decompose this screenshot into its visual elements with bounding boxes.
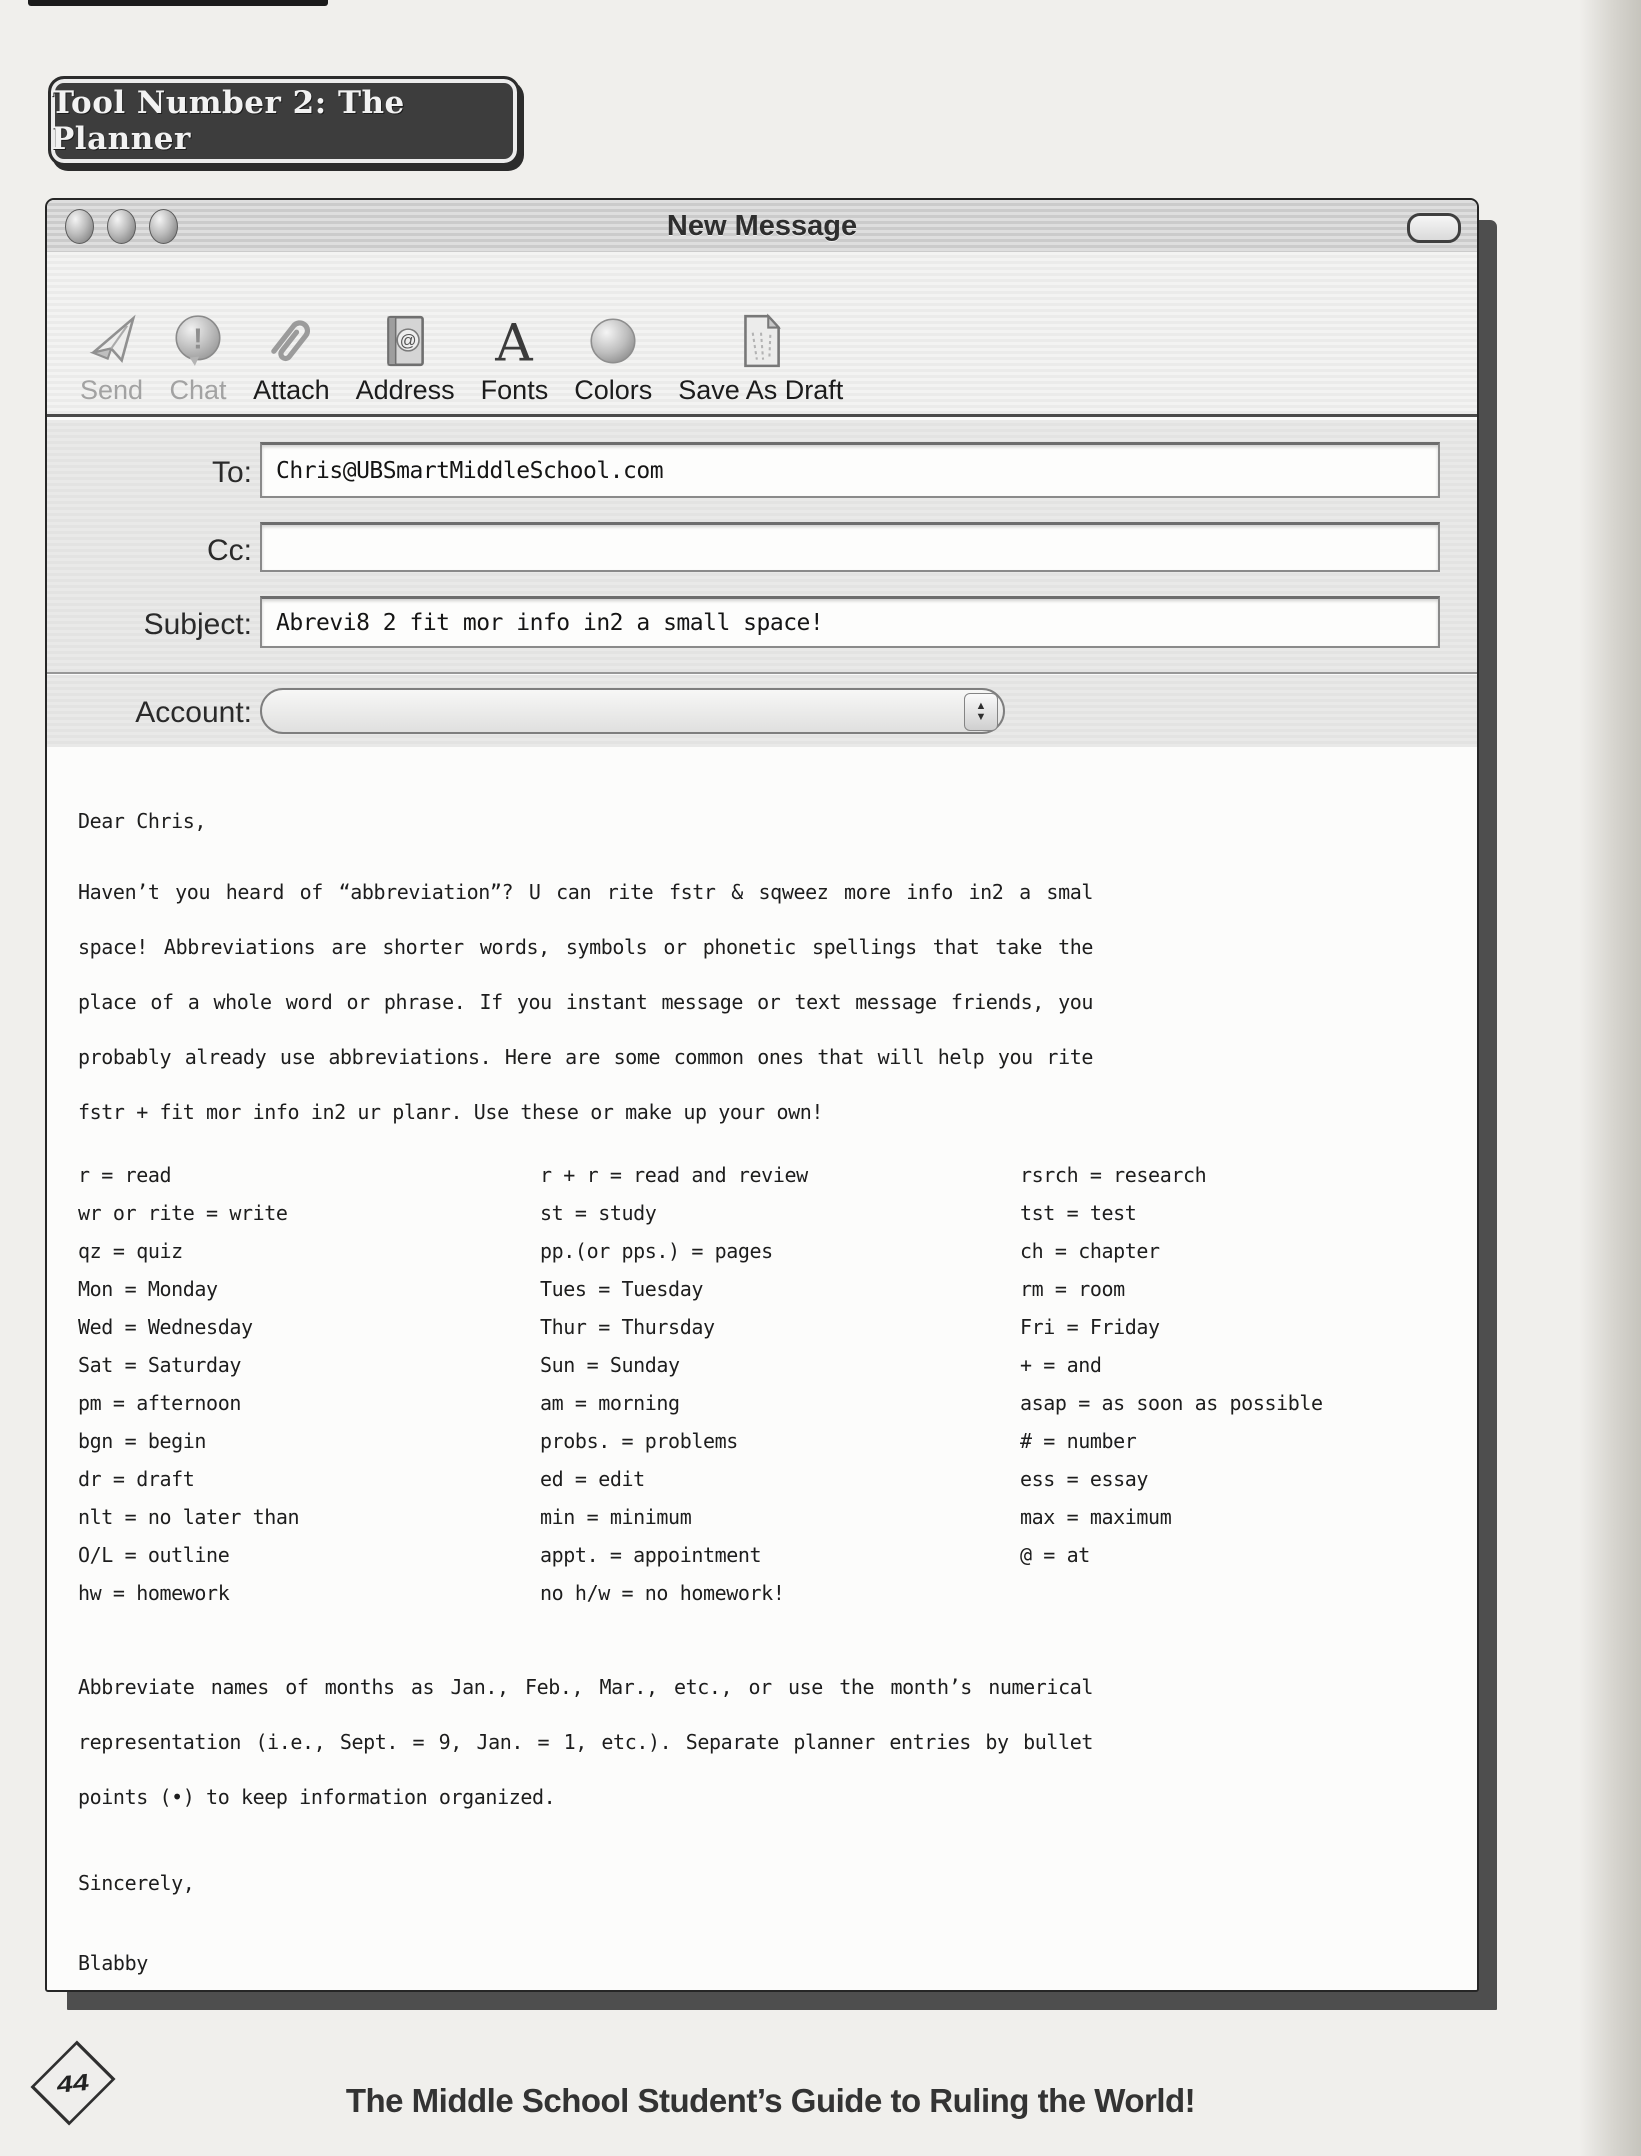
abbrev-item: min = minimum [540, 1505, 692, 1529]
abbrev-item: Thur = Thursday [540, 1315, 715, 1339]
subject-input[interactable] [260, 596, 1440, 648]
footer-title: The Middle School Student’s Guide to Ruling the World! [345, 2082, 1196, 2119]
new-message-window [45, 198, 1479, 1992]
abbrev-item: r = read [78, 1163, 172, 1187]
header-fields [47, 420, 1477, 747]
abbrev-item: ch = chapter [1020, 1239, 1160, 1263]
abbrev-item: tst = test [1020, 1201, 1137, 1225]
abbrev-item: probs. = problems [540, 1429, 738, 1453]
svg-text:@: @ [399, 331, 417, 351]
paperclip-icon [262, 312, 320, 370]
abbrev-item: ed = edit [540, 1467, 645, 1491]
window-controls [65, 209, 178, 244]
abbrev-item: no h/w = no homework! [540, 1581, 785, 1605]
abbrev-item: ess = essay [1020, 1467, 1149, 1491]
toolbar-button-address[interactable] [343, 312, 468, 406]
zoom-button[interactable] [149, 209, 178, 244]
account-stepper[interactable] [964, 693, 998, 731]
abbrev-item: asap = as soon as possible [1020, 1391, 1323, 1415]
chat-balloon-icon [169, 312, 227, 370]
salutation: Dear Chris, [78, 809, 207, 833]
abbrev-item: Fri = Friday [1020, 1315, 1160, 1339]
abbrev-item: pm = afternoon [78, 1391, 241, 1415]
address-book-icon [376, 312, 434, 370]
account-select[interactable] [260, 688, 1005, 734]
draft-document-icon [732, 312, 790, 370]
abbrev-item: + = and [1020, 1353, 1102, 1377]
toolbar-button-chat[interactable] [156, 312, 240, 406]
abbrev-item: appt. = appointment [540, 1543, 762, 1567]
toolbar-label-chat: Chat [169, 375, 227, 405]
toolbar-button-save-as-draft[interactable] [665, 312, 856, 406]
cc-input[interactable] [260, 522, 1440, 572]
field-divider [47, 672, 1477, 675]
body-paragraph-1: Haven’t you heard of “abbreviation”? U can rite fstr & sqweez more info in2 a smal space! Abbreviations are shorter words, symbols or phonetic spellings that take the place of a whole word or phrase. If you instant message or text message friends, you probably already use abbreviations. Here are some common ones that will help you rite fstr + fit mor info in2 ur planr. Use these or make up your own! [78, 880, 1093, 1124]
abbrev-item: am = morning [540, 1391, 680, 1415]
section-badge [48, 76, 520, 166]
toolbar-button-send[interactable] [67, 312, 156, 406]
abbreviation-column-2 [540, 1156, 1020, 1612]
to-label: To: [211, 456, 252, 489]
to-input[interactable] [260, 442, 1440, 498]
scan-artifact-top [28, 0, 328, 6]
abbrev-item: dr = draft [78, 1467, 195, 1491]
abbrev-item: qz = quiz [78, 1239, 183, 1263]
paper-plane-icon [83, 312, 141, 370]
toolbar-label-send: Send [80, 375, 144, 405]
close-button[interactable] [65, 209, 94, 244]
subject-label: Subject: [143, 608, 252, 641]
toolbar-button-attach[interactable] [240, 312, 343, 406]
abbrev-item: Sat = Saturday [78, 1353, 241, 1377]
stepper-down-icon: ▼ [975, 711, 987, 723]
color-sphere-icon [584, 312, 642, 370]
font-a-icon [485, 312, 543, 370]
abbrev-item: nlt = no later than [78, 1505, 300, 1529]
abbrev-item: Tues = Tuesday [540, 1277, 703, 1301]
toolbar-label-colors: Colors [574, 375, 653, 405]
abbrev-item: rm = room [1020, 1277, 1125, 1301]
abbrev-item: max = maximum [1020, 1505, 1172, 1529]
abbrev-item: Mon = Monday [78, 1277, 218, 1301]
toolbar-label-address: Address [355, 375, 455, 405]
toolbar-label-attach: Attach [253, 375, 330, 405]
abbrev-item: hw = homework [78, 1581, 230, 1605]
abbrev-item: st = study [540, 1201, 657, 1225]
abbreviation-table [78, 1156, 1477, 1612]
toolbar-button-fonts[interactable] [468, 312, 562, 406]
abbrev-item: Sun = Sunday [540, 1353, 680, 1377]
body-paragraph-2: Abbreviate names of months as Jan., Feb., Mar., etc., or use the month’s numerical representation (i.e., Sept. = 9, Jan. = 1, etc.). Separate planner entries by bullet points (•) to keep information organized. [78, 1675, 1093, 1809]
cc-label: Cc: [207, 534, 252, 567]
abbrev-item: @ = at [1020, 1543, 1090, 1567]
titlebar [47, 200, 1477, 254]
toolbar-label-fonts: Fonts [480, 375, 549, 405]
account-label: Account: [135, 696, 252, 729]
toolbar [47, 252, 1477, 417]
abbrev-item: bgn = begin [78, 1429, 207, 1453]
signature: Blabby [78, 1951, 148, 1975]
scan-artifact-right-edge [1579, 0, 1641, 2156]
to-value: Chris@UBSmartMiddleSchool.com [276, 457, 664, 484]
section-badge-label: Tool Number 2: The Planner [51, 85, 405, 157]
abbreviation-column-1 [78, 1156, 540, 1612]
page-number: 44 [55, 2067, 91, 2098]
collapse-widget[interactable] [1407, 213, 1461, 243]
svg-text:!: ! [193, 323, 203, 356]
window-title: New Message [666, 209, 858, 242]
abbrev-item: Wed = Wednesday [78, 1315, 253, 1339]
abbrev-item: rsrch = research [1020, 1163, 1207, 1187]
abbrev-item: O/L = outline [78, 1543, 230, 1567]
message-body[interactable] [47, 747, 1477, 1990]
svg-text:A: A [495, 313, 534, 370]
abbrev-item: wr or rite = write [78, 1201, 288, 1225]
toolbar-button-colors[interactable] [561, 312, 665, 406]
abbrev-item: pp.(or pps.) = pages [540, 1239, 773, 1263]
toolbar-label-save-as-draft: Save As Draft [678, 375, 844, 405]
minimize-button[interactable] [107, 209, 136, 244]
closing: Sincerely, [78, 1871, 195, 1895]
abbrev-item: # = number [1020, 1429, 1137, 1453]
subject-value: Abrevi8 2 fit mor info in2 a small space! [276, 609, 824, 636]
stepper-up-icon: ▲ [975, 700, 987, 712]
abbreviation-column-3 [1020, 1156, 1477, 1612]
abbrev-item: r + r = read and review [540, 1163, 808, 1187]
